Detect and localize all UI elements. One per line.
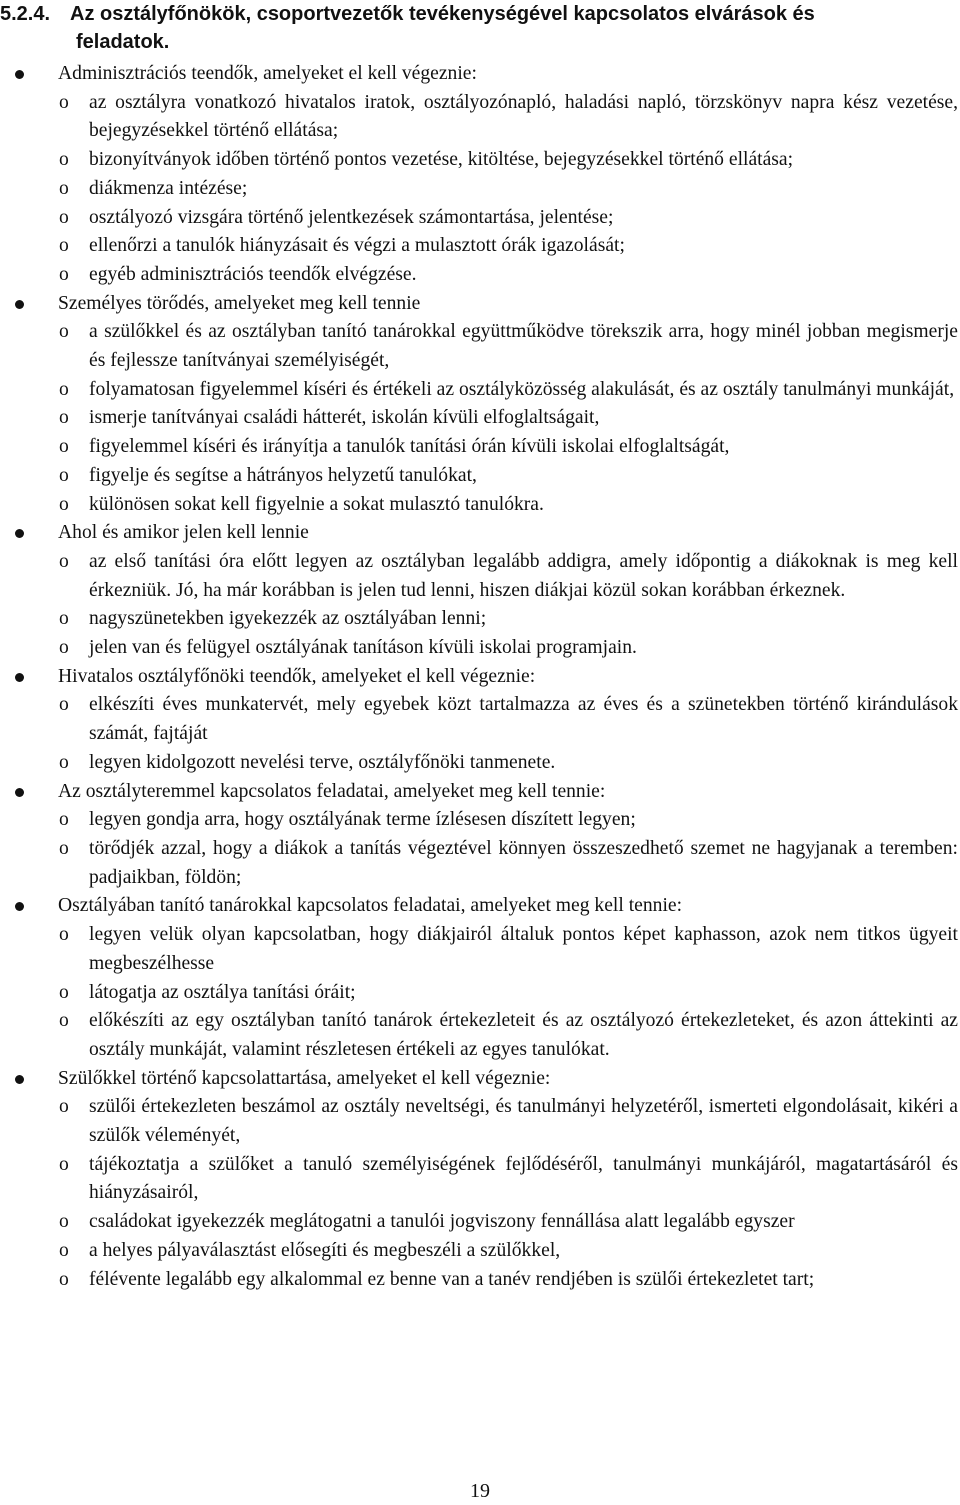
sub-item-text: elkészíti éves munkatervét, mely egyebek közt tartalmazza az éves és a szünetekben történő kirándulások számát, fajtáját: [89, 694, 958, 745]
sub-item: [0, 806, 958, 835]
sub-item: [0, 1007, 958, 1064]
page-number: 19: [470, 1480, 490, 1502]
sub-item-marker: o: [59, 1211, 69, 1233]
bullet-item: [0, 60, 960, 89]
sub-item-text: diákmenza intézése;: [89, 177, 248, 199]
sub-item: [0, 1237, 958, 1266]
sub-item: [0, 89, 958, 146]
sub-item-marker: o: [59, 1268, 69, 1290]
sub-item-marker: o: [59, 436, 69, 458]
sub-item: [0, 691, 958, 748]
sub-item-marker: o: [59, 837, 69, 859]
sub-item-text: az első tanítási óra előtt legyen az osztályban legalább addigra, amely időpontig a diákoknak is meg kell érkezniük. Jó, ha már korábban is jelen tud lenni, hiszen diákjai közül sokan korábban érkeznek.: [89, 550, 958, 601]
sub-item-text: bizonyítványok időben történő pontos vezetése, kitöltése, bejegyzésekkel történő ellátása;: [89, 149, 794, 171]
sub-item-text: osztályozó vizsgára történő jelentkezések számontartása, jelentése;: [89, 206, 614, 228]
sub-item: [0, 634, 958, 663]
bullet-dot-icon: [15, 1075, 24, 1084]
section-title-line1: Az osztályfőnökök, csoportvezetők tevékenységével kapcsolatos elvárások és: [70, 3, 815, 25]
sub-item-marker: o: [59, 924, 69, 946]
sub-item-marker: o: [59, 1239, 69, 1261]
sub-item: [0, 979, 958, 1008]
bullet-title: Osztályában tanító tanárokkal kapcsolatos feladatai, amelyeket meg kell tennie:: [58, 895, 683, 917]
sub-item: [0, 605, 958, 634]
bullet-section: [0, 519, 960, 663]
bullet-dot-icon: [15, 673, 24, 682]
sub-item: [0, 1093, 958, 1150]
bullet-item: [0, 892, 960, 921]
sub-item: [0, 261, 958, 290]
sub-item-text: látogatja az osztálya tanítási óráit;: [89, 981, 356, 1003]
sub-item-text: különösen sokat kell figyelnie a sokat mulasztó tanulókra.: [89, 493, 544, 515]
sub-item: [0, 548, 958, 605]
sub-item-marker: o: [59, 493, 69, 515]
sub-item-text: szülői értekezleten beszámol az osztály neveltségi, és tanulmányi helyzetéről, ismerteti elgondolásait, kikéri a szülők véleményét,: [89, 1096, 958, 1147]
sub-item-text: ellenőrzi a tanulók hiányzásait és végzi a mulasztott órák igazolását;: [89, 235, 625, 257]
bullet-title: Az osztályteremmel kapcsolatos feladatai, amelyeket meg kell tennie:: [58, 780, 606, 802]
bullet-title: Ahol és amikor jelen kell lennie: [58, 522, 309, 544]
sub-item-marker: o: [59, 1010, 69, 1032]
sub-item-marker: o: [59, 263, 69, 285]
sub-item-text: legyen kidolgozott nevelési terve, osztályfőnöki tanmenete.: [89, 751, 556, 773]
sub-item-text: ismerje tanítványai családi hátterét, iskolán kívüli elfoglaltságait,: [89, 407, 600, 429]
sub-item-text: törődjék azzal, hogy a diákok a tanítás végeztével könnyen összeszedhető szemet ne hagyjanak a teremben: padjaikban, földön;: [89, 837, 958, 888]
sub-item-marker: o: [59, 206, 69, 228]
sub-item-text: egyéb adminisztrációs teendők elvégzése.: [89, 263, 417, 285]
bullet-item: [0, 663, 960, 692]
sub-item-text: a helyes pályaválasztást elősegíti és megbeszéli a szülőkkel,: [89, 1239, 561, 1261]
bullet-section: [0, 60, 960, 290]
sub-item: [0, 433, 958, 462]
sub-item: [0, 835, 958, 892]
bullet-title: Szülőkkel történő kapcsolattartása, amelyeket el kell végeznie:: [58, 1067, 551, 1089]
sub-item-text: az osztályra vonatkozó hivatalos iratok, osztályozónapló, haladási napló, törzskönyv napra kész vezetése, bejegyzésekkel történő ellátása;: [89, 91, 958, 142]
sub-item: [0, 1208, 958, 1237]
sub-item: [0, 146, 958, 175]
sub-item: [0, 204, 958, 233]
sub-item-marker: o: [59, 1153, 69, 1175]
section-heading: [0, 0, 940, 56]
sub-item-marker: o: [59, 751, 69, 773]
sub-item-text: félévente legalább egy alkalommal ez benne van a tanév rendjében is szülői értekezletet tart;: [89, 1268, 815, 1290]
sub-item-text: nagyszünetekben igyekezzék az osztályában lenni;: [89, 608, 487, 630]
sub-item: [0, 232, 958, 261]
bullet-section: [0, 778, 960, 893]
sub-item-marker: o: [59, 550, 69, 572]
sub-item-marker: o: [59, 1096, 69, 1118]
sub-item-marker: o: [59, 407, 69, 429]
bullet-title: Adminisztrációs teendők, amelyeket el kell végeznie:: [58, 63, 477, 84]
bullet-item: [0, 1065, 960, 1094]
sub-item-text: folyamatosan figyelemmel kíséri és értékeli az osztályközösség alakulását, és az osztály tanulmányi munkáját,: [89, 378, 955, 400]
sub-item-marker: o: [59, 637, 69, 659]
sub-item: [0, 404, 958, 433]
sub-item-text: jelen van és felügyel osztályának tanításon kívüli iskolai programjain.: [89, 637, 637, 659]
sub-item: [0, 491, 958, 520]
sub-item-text: családokat igyekezzék meglátogatni a tanulói jogviszony fennállása alatt legalább egyszer: [89, 1211, 795, 1233]
sub-item-marker: o: [59, 235, 69, 257]
bullet-dot-icon: [15, 529, 24, 538]
sub-item-marker: o: [59, 91, 69, 113]
sub-item-text: legyen gondja arra, hogy osztályának terme ízlésesen díszített legyen;: [89, 809, 636, 831]
bullet-dot-icon: [15, 70, 24, 79]
sub-item-marker: o: [59, 608, 69, 630]
bullet-title: Személyes törődés, amelyeket meg kell tennie: [58, 292, 421, 314]
sub-item-marker: o: [59, 321, 69, 343]
sub-item-marker: o: [59, 177, 69, 199]
sub-item: [0, 318, 958, 375]
sub-item-text: a szülőkkel és az osztályban tanító tanárokkal együttműködve törekszik arra, hogy minél jobban megismerje és fejlessze tanítványai személyiségét,: [89, 321, 958, 372]
sub-item: [0, 376, 958, 405]
bullet-dot-icon: [15, 788, 24, 797]
sub-item: [0, 175, 958, 204]
bullet-section: [0, 892, 960, 1064]
bullet-section: [0, 1065, 960, 1295]
bullet-dot-icon: [15, 902, 24, 911]
sub-item-text: legyen velük olyan kapcsolatban, hogy diákjairól általuk pontos képet kaphasson, azok nem titkos ügyeit megbeszélhesse: [89, 924, 958, 974]
bullet-dot-icon: [15, 300, 24, 309]
sub-item-text: figyelje és segítse a hátrányos helyzetű tanulókat,: [89, 464, 477, 486]
document-body: [0, 60, 960, 1294]
sub-item: [0, 921, 958, 978]
sub-item-marker: o: [59, 809, 69, 831]
bullet-item: [0, 519, 960, 548]
sub-item-text: előkészíti az egy osztályban tanító tanárok értekezleteit és az osztályozó értekezleteket, és azon áttekinti az osztály munkáját, valamint részletesen értékeli az egyes tanulókat.: [89, 1010, 958, 1060]
section-title-line2: feladatok.: [76, 31, 170, 53]
sub-item: [0, 749, 958, 778]
sub-item-text: tájékoztatja a szülőket a tanuló személyiségének fejlődéséről, tanulmányi munkájáról, magatartásáról és hiányzásairól,: [89, 1153, 958, 1204]
sub-item: [0, 462, 958, 491]
sub-item: [0, 1266, 958, 1295]
bullet-item: [0, 778, 960, 807]
bullet-item: [0, 290, 960, 319]
bullet-title: Hivatalos osztályfőnöki teendők, amelyeket el kell végeznie:: [58, 665, 536, 687]
sub-item-marker: o: [59, 464, 69, 486]
bullet-section: [0, 290, 960, 520]
sub-item-marker: o: [59, 378, 69, 400]
sub-item-marker: o: [59, 149, 69, 171]
section-number: 5.2.4.: [0, 3, 51, 25]
sub-item-marker: o: [59, 981, 69, 1003]
sub-item-marker: o: [59, 694, 69, 716]
sub-item: [0, 1151, 958, 1208]
bullet-section: [0, 663, 960, 778]
sub-item-text: figyelemmel kíséri és irányítja a tanulók tanítási órán kívüli iskolai elfoglaltságát,: [89, 436, 730, 458]
